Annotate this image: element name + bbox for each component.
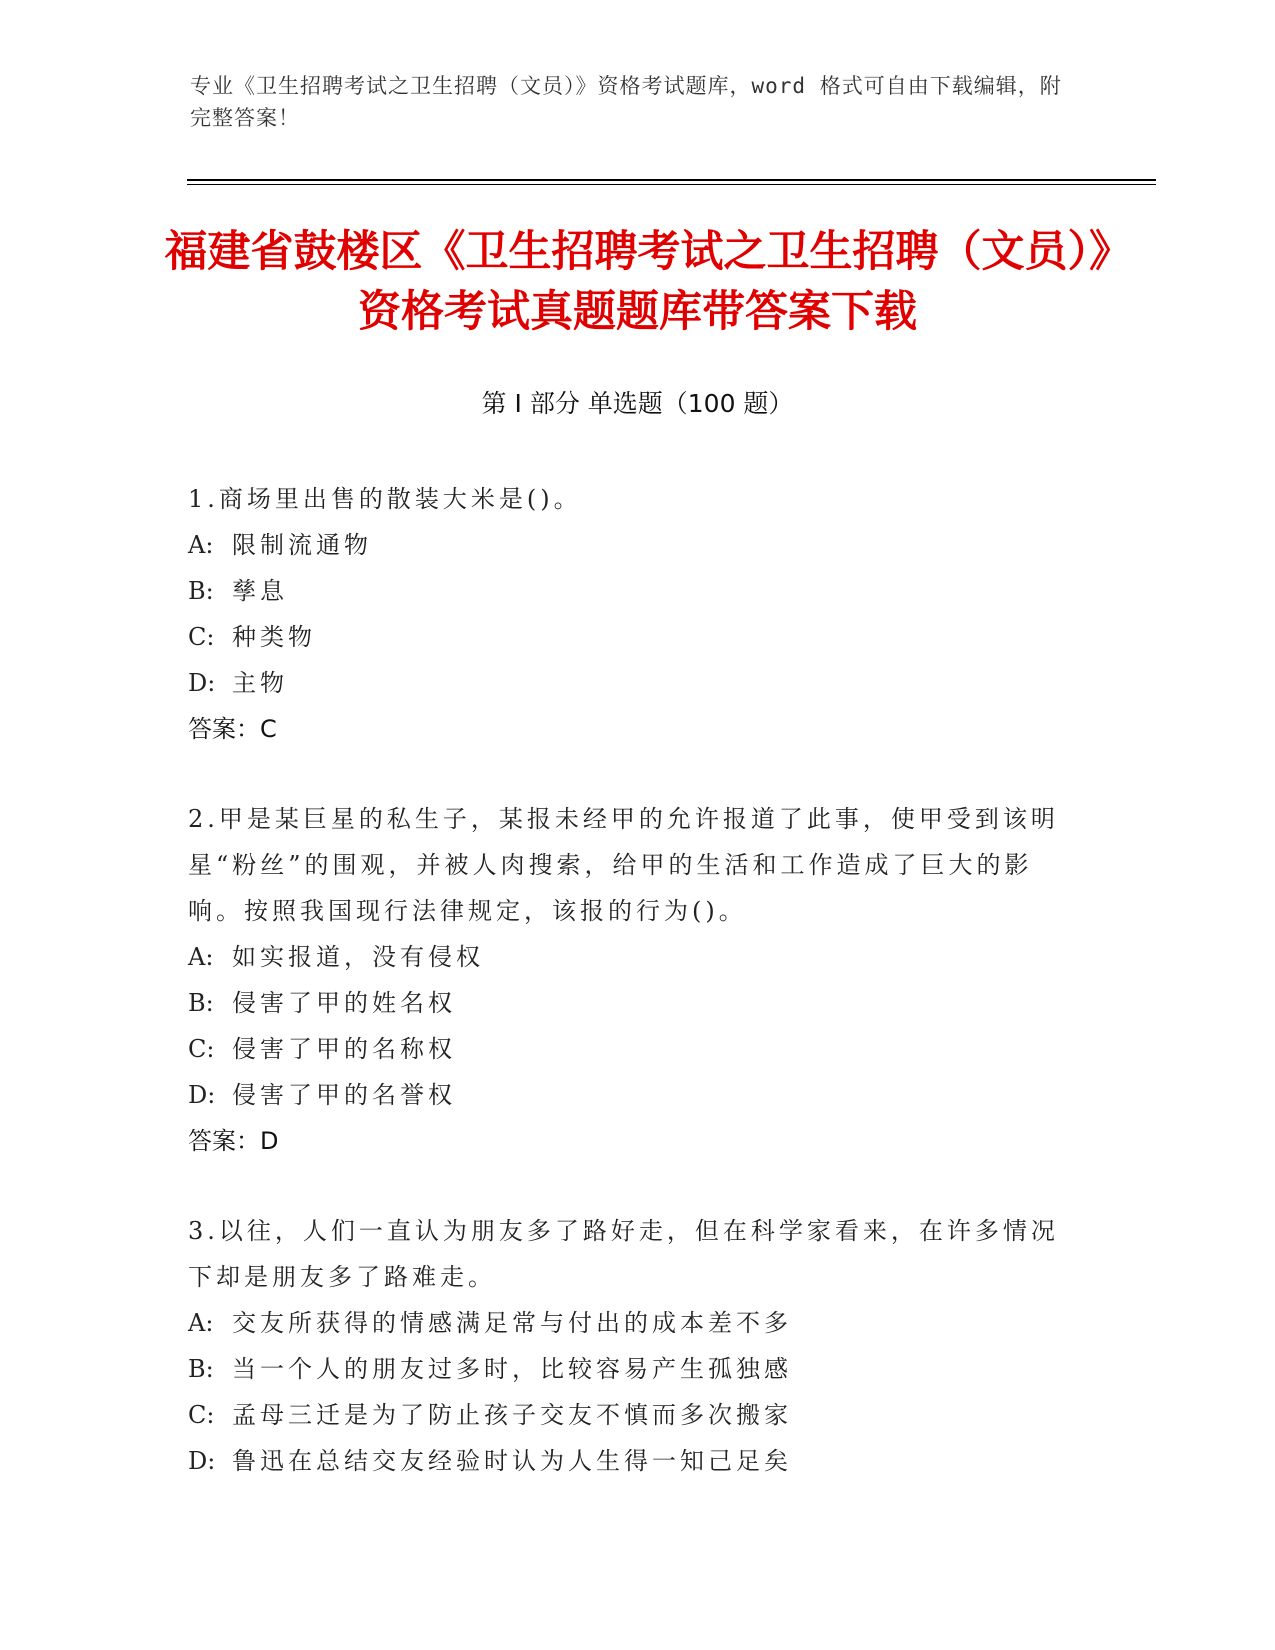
question-stem: 2.甲是某巨星的私生子，某报未经甲的允许报道了此事，使甲受到该明星“粉丝”的围观，并被人肉搜索，给甲的生活和工作造成了巨大的影响。按照我国现行法律规定，该报的行为()。 (188, 805, 1059, 925)
option-text: 交友所获得的情感满足常与付出的成本差不多 (232, 1309, 792, 1337)
option-a (188, 522, 1068, 568)
header-note: 专业《卫生招聘考试之卫生招聘（文员）》资格考试题库，word 格式可自由下载编辑，附完整答案！ (190, 74, 1062, 130)
option-text: 侵害了甲的名誉权 (232, 1081, 456, 1109)
option-text: 当一个人的朋友过多时，比较容易产生孤独感 (232, 1355, 792, 1383)
answer-label: 答案：C (188, 715, 277, 743)
option-b (188, 1346, 1068, 1392)
section-title: 第 I 部分 单选题（100 题） (481, 389, 794, 418)
option-text: 鲁迅在总结交友经验时认为人生得一知己足矣 (232, 1447, 792, 1475)
header-divider-thin (187, 184, 1156, 185)
option-a (188, 934, 1068, 980)
question-stem: 3.以往，人们一直认为朋友多了路好走，但在科学家看来，在许多情况下却是朋友多了路难走。 (188, 1217, 1059, 1291)
option-text: 侵害了甲的名称权 (232, 1035, 456, 1063)
option-b (188, 980, 1068, 1026)
option-key: C: (188, 623, 215, 651)
option-key: C: (188, 1401, 215, 1429)
option-d (188, 1438, 1068, 1484)
question-list (188, 476, 1068, 1528)
option-key: A: (188, 943, 214, 971)
question-1 (188, 476, 1068, 752)
option-key: B: (188, 1355, 214, 1383)
option-key: A: (188, 1309, 214, 1337)
option-key: B: (188, 577, 214, 605)
option-key: D: (188, 1081, 216, 1109)
option-b (188, 568, 1068, 614)
header-divider-thick (187, 179, 1156, 181)
option-key: D: (188, 669, 216, 697)
option-d (188, 1072, 1068, 1118)
option-c (188, 614, 1068, 660)
option-c (188, 1026, 1068, 1072)
option-key: C: (188, 1035, 215, 1063)
question-stem: 1.商场里出售的散装大米是()。 (188, 485, 582, 513)
option-a (188, 1300, 1068, 1346)
document-title: 福建省鼓楼区《卫生招聘考试之卫生招聘（文员）》资格考试真题题库带答案下载 (164, 227, 1111, 337)
option-c (188, 1392, 1068, 1438)
option-text: 限制流通物 (232, 531, 372, 559)
question-2 (188, 796, 1068, 1164)
option-text: 孳息 (232, 577, 288, 605)
option-text: 孟母三迁是为了防止孩子交友不慎而多次搬家 (232, 1401, 792, 1429)
option-key: A: (188, 531, 214, 559)
question-3 (188, 1208, 1068, 1484)
answer-label: 答案：D (188, 1127, 279, 1155)
option-text: 如实报道，没有侵权 (232, 943, 484, 971)
option-text: 主物 (232, 669, 288, 697)
option-text: 侵害了甲的姓名权 (232, 989, 456, 1017)
option-key: B: (188, 989, 214, 1017)
option-text: 种类物 (232, 623, 316, 651)
option-d (188, 660, 1068, 706)
option-key: D: (188, 1447, 216, 1475)
